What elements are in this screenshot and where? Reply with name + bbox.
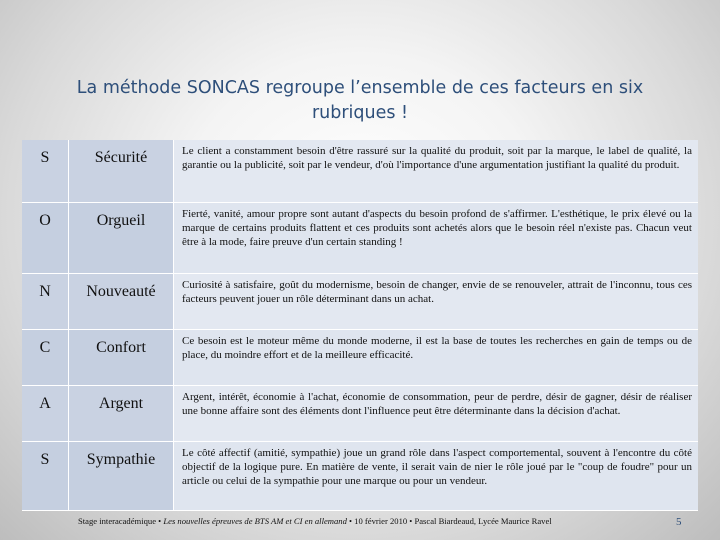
table-row-nouveaute (22, 274, 698, 330)
table-row-confort (22, 330, 698, 386)
row-letter: O (22, 203, 69, 273)
table-row-argent (22, 386, 698, 442)
footer-suffix: • 10 février 2010 • Pascal Biardeaud, Lycée Maurice Ravel (346, 516, 552, 526)
row-word: Nouveauté (69, 274, 174, 329)
row-word: Argent (69, 386, 174, 441)
table-row-securite (22, 140, 698, 203)
row-description: Argent, intérêt, économie à l'achat, économie de consommation, peur de perdre, désir de gagner, désir de réaliser une bonne affaire sont des éléments dont l'influence peut être déterminante dans la décision d'achat. (174, 386, 698, 441)
slide-title: La méthode SONCAS regroupe l’ensemble de ces facteurs en six rubriques ! (76, 78, 644, 123)
table-row-orgueil (22, 203, 698, 274)
footer-course-title: Les nouvelles épreuves de BTS AM et CI en allemand (163, 516, 347, 526)
row-description: Ce besoin est le moteur même du monde moderne, il est la base de toutes les recherches en gain de temps ou de place, du moindre effort et de la meilleure efficacité. (174, 330, 698, 385)
row-letter: S (22, 140, 69, 202)
row-word: Orgueil (69, 203, 174, 273)
row-letter: C (22, 330, 69, 385)
row-letter: S (22, 442, 69, 510)
soncas-table (22, 140, 698, 511)
row-letter: A (22, 386, 69, 441)
table-row-sympathie (22, 442, 698, 511)
page-number: 5 (676, 516, 682, 528)
row-letter: N (22, 274, 69, 329)
row-description: Le client a constamment besoin d'être rassuré sur la qualité du produit, soit par la marque, le label de qualité, la garantie ou la publicité, soit par le vendeur, d'où l'importance d'une argumentation justifiant la qualité du produit. (174, 140, 698, 202)
row-description: Curiosité à satisfaire, goût du modernisme, besoin de changer, envie de se renouveler, attrait de l'inconnu, tous ces facteurs peuvent jouer un rôle déterminant dans un achat. (174, 274, 698, 329)
slide-footer (78, 516, 552, 526)
row-word: Confort (69, 330, 174, 385)
row-description: Le côté affectif (amitié, sympathie) joue un grand rôle dans l'aspect comportemental, souvent à l'encontre du côté objectif de la logique pure. En matière de vente, il serait vain de nier le rôle joué par le "coup de foudre" pour un article ou celui de la sympathie pour une marque ou pour un vendeur. (174, 442, 698, 510)
row-description: Fierté, vanité, amour propre sont autant d'aspects du besoin profond de s'affirmer. L'esthétique, le prix élevé ou la marque de certains produits flattent et ces produits sont achetés alors que le besoin réel n'existe pas. Chacun veut être à la mode, faire preuve d'un certain standing ! (174, 203, 698, 273)
row-word: Sécurité (69, 140, 174, 202)
footer-prefix: Stage interacadémique • (78, 516, 164, 526)
row-word: Sympathie (69, 442, 174, 510)
